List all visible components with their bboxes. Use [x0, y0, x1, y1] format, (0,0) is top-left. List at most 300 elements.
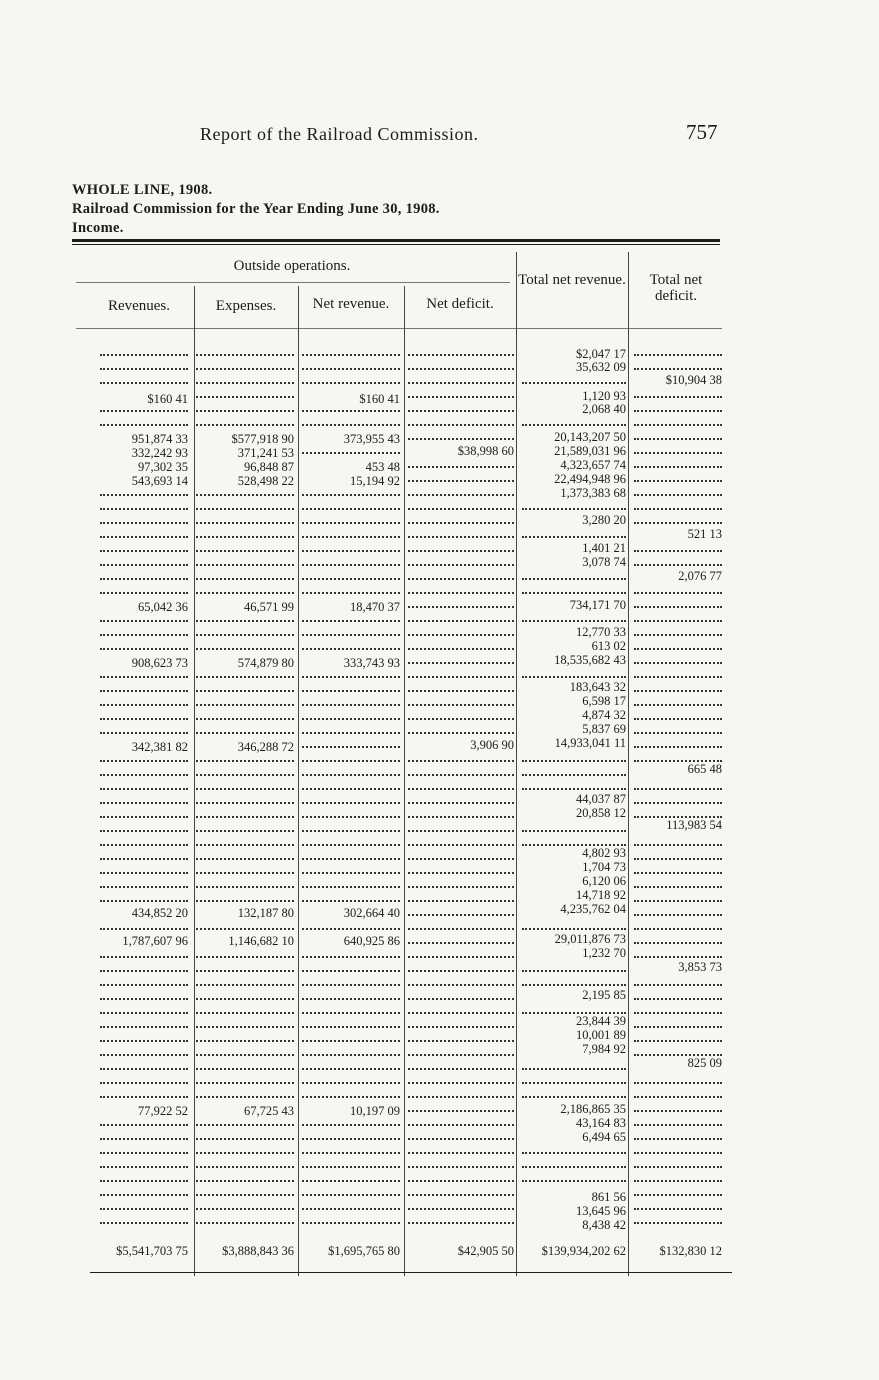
dotted-leader	[302, 1124, 400, 1126]
dotted-leader	[522, 536, 626, 538]
cell-total-net-revenue: 2,068 40	[582, 402, 626, 416]
dotted-leader	[196, 970, 294, 972]
cell-total-net-revenue: 183,643 32	[569, 680, 626, 694]
dotted-leader	[196, 1222, 294, 1224]
dotted-leader	[100, 970, 188, 972]
dotted-leader	[302, 886, 400, 888]
total-revenues: $5,541,703 75	[116, 1244, 188, 1258]
dotted-leader	[196, 788, 294, 790]
dotted-leader	[100, 592, 188, 594]
dotted-leader	[634, 1194, 722, 1196]
dotted-leader	[100, 998, 188, 1000]
cell-expenses: 574,879 80	[237, 656, 294, 670]
dotted-leader	[522, 1096, 626, 1098]
dotted-leader	[100, 984, 188, 986]
dotted-leader	[196, 550, 294, 552]
cell-total-net-revenue: 7,984 92	[582, 1042, 626, 1056]
dotted-leader	[196, 858, 294, 860]
dotted-leader	[408, 536, 514, 538]
section-label: Income.	[72, 220, 124, 236]
dotted-leader	[196, 536, 294, 538]
cell-total-net-revenue: 5,837 69	[582, 722, 626, 736]
dotted-leader	[408, 900, 514, 902]
cell-total-net-revenue: 6,598 17	[582, 694, 626, 708]
dotted-leader	[408, 732, 514, 734]
dotted-leader	[634, 466, 722, 468]
dotted-leader	[408, 578, 514, 580]
dotted-leader	[634, 998, 722, 1000]
dotted-leader	[100, 634, 188, 636]
dotted-leader	[408, 718, 514, 720]
dotted-leader	[408, 1180, 514, 1182]
dotted-leader	[302, 1180, 400, 1182]
dotted-leader	[196, 382, 294, 384]
cell-total-net-deficit: 3,853 73	[678, 960, 722, 974]
column-header-net-revenue: Net revenue.	[312, 296, 390, 312]
dotted-leader	[100, 1166, 188, 1168]
dotted-leader	[408, 802, 514, 804]
dotted-leader	[196, 872, 294, 874]
dotted-leader	[302, 900, 400, 902]
column-divider	[628, 252, 629, 1276]
dotted-leader	[408, 354, 514, 356]
dotted-leader	[196, 886, 294, 888]
dotted-leader	[302, 1054, 400, 1056]
dotted-leader	[302, 522, 400, 524]
dotted-leader	[196, 844, 294, 846]
dotted-leader	[408, 1068, 514, 1070]
dotted-leader	[302, 998, 400, 1000]
dotted-leader	[196, 928, 294, 930]
dotted-leader	[196, 578, 294, 580]
column-divider	[516, 252, 517, 1276]
dotted-leader	[408, 914, 514, 916]
section-heading: WHOLE LINE, 1908.	[72, 182, 213, 198]
dotted-leader	[634, 438, 722, 440]
dotted-leader	[634, 928, 722, 930]
dotted-leader	[522, 508, 626, 510]
dotted-leader	[302, 1012, 400, 1014]
dotted-leader	[408, 648, 514, 650]
dotted-leader	[408, 760, 514, 762]
dotted-leader	[100, 830, 188, 832]
dotted-leader	[100, 648, 188, 650]
cell-total-net-revenue: 2,186,865 35	[560, 1102, 626, 1116]
dotted-leader	[522, 788, 626, 790]
cell-total-net-revenue: 1,120 93	[582, 389, 626, 403]
dotted-leader	[634, 844, 722, 846]
dotted-leader	[100, 900, 188, 902]
dotted-leader	[196, 396, 294, 398]
cell-total-net-deficit: 521 13	[687, 527, 722, 541]
cell-total-net-revenue: 734,171 70	[569, 598, 626, 612]
dotted-leader	[408, 1110, 514, 1112]
dotted-leader	[408, 774, 514, 776]
dotted-leader	[634, 648, 722, 650]
dotted-leader	[302, 956, 400, 958]
dotted-leader	[408, 396, 514, 398]
cell-revenues: 332,242 93	[131, 446, 188, 460]
dotted-leader	[408, 424, 514, 426]
dotted-leader	[100, 578, 188, 580]
column-divider	[404, 286, 405, 1276]
dotted-leader	[196, 1012, 294, 1014]
column-divider	[194, 286, 195, 1276]
dotted-leader	[634, 424, 722, 426]
cell-revenues: 951,874 33	[131, 432, 188, 446]
dotted-leader	[634, 662, 722, 664]
dotted-leader	[634, 522, 722, 524]
dotted-leader	[196, 984, 294, 986]
cell-total-net-revenue: 3,078 74	[582, 555, 626, 569]
dotted-leader	[634, 1040, 722, 1042]
dotted-leader	[302, 676, 400, 678]
total-total-net-revenue: $139,934,202 62	[541, 1244, 626, 1258]
dotted-leader	[522, 774, 626, 776]
dotted-leader	[634, 1110, 722, 1112]
dotted-leader	[302, 816, 400, 818]
dotted-leader	[100, 956, 188, 958]
dotted-leader	[408, 1222, 514, 1224]
dotted-leader	[302, 1152, 400, 1154]
dotted-leader	[196, 1194, 294, 1196]
cell-revenues: $160 41	[147, 392, 188, 406]
dotted-leader	[408, 690, 514, 692]
dotted-leader	[522, 1068, 626, 1070]
dotted-leader	[302, 1026, 400, 1028]
dotted-leader	[634, 886, 722, 888]
cell-total-net-revenue: 4,323,657 74	[560, 458, 626, 472]
cell-expenses: $577,918 90	[231, 432, 294, 446]
dotted-leader	[408, 592, 514, 594]
dotted-leader	[634, 452, 722, 454]
dotted-leader	[302, 382, 400, 384]
cell-revenues: 1,787,607 96	[122, 934, 188, 948]
cell-total-net-revenue: 2,195 85	[582, 988, 626, 1002]
dotted-leader	[408, 970, 514, 972]
dotted-leader	[522, 592, 626, 594]
dotted-leader	[100, 410, 188, 412]
dotted-leader	[634, 788, 722, 790]
dotted-leader	[408, 872, 514, 874]
dotted-leader	[196, 690, 294, 692]
dotted-leader	[634, 802, 722, 804]
dotted-leader	[408, 858, 514, 860]
dotted-leader	[408, 1138, 514, 1140]
dotted-leader	[634, 956, 722, 958]
dotted-leader	[196, 1068, 294, 1070]
cell-expenses: 528,498 22	[237, 474, 294, 488]
cell-expenses: 1,146,682 10	[228, 934, 294, 948]
dotted-leader	[408, 382, 514, 384]
dotted-leader	[196, 508, 294, 510]
dotted-leader	[302, 508, 400, 510]
cell-expenses: 346,288 72	[237, 740, 294, 754]
dotted-leader	[408, 662, 514, 664]
cell-net-deficit: $38,998 60	[457, 444, 514, 458]
dotted-leader	[302, 830, 400, 832]
group-heading-outside-operations: Outside operations.	[233, 258, 351, 274]
dotted-leader	[408, 494, 514, 496]
dotted-leader	[302, 984, 400, 986]
dotted-leader	[302, 578, 400, 580]
dotted-leader	[634, 396, 722, 398]
cell-total-net-deficit: 665 48	[687, 762, 722, 776]
dotted-leader	[408, 368, 514, 370]
dotted-leader	[522, 984, 626, 986]
cell-expenses: 132,187 80	[237, 906, 294, 920]
column-header-revenues: Revenues.	[107, 298, 171, 314]
dotted-leader	[302, 1082, 400, 1084]
dotted-leader	[100, 718, 188, 720]
dotted-leader	[634, 1166, 722, 1168]
dotted-leader	[302, 424, 400, 426]
dotted-leader	[634, 508, 722, 510]
dotted-leader	[302, 1166, 400, 1168]
dotted-leader	[100, 1222, 188, 1224]
cell-expenses: 371,241 53	[237, 446, 294, 460]
cell-expenses: 67,725 43	[244, 1104, 294, 1118]
dotted-leader	[100, 872, 188, 874]
cell-total-net-revenue: 1,704 73	[582, 860, 626, 874]
cell-net-deficit: 3,906 90	[470, 738, 514, 752]
dotted-leader	[302, 1222, 400, 1224]
dotted-leader	[100, 1012, 188, 1014]
dotted-leader	[100, 774, 188, 776]
page-title: Report of the Railroad Commission.	[200, 124, 479, 144]
dotted-leader	[634, 480, 722, 482]
dotted-leader	[634, 1012, 722, 1014]
dotted-leader	[196, 956, 294, 958]
dotted-leader	[408, 1026, 514, 1028]
dotted-leader	[196, 732, 294, 734]
dotted-leader	[196, 774, 294, 776]
dotted-leader	[634, 550, 722, 552]
dotted-leader	[100, 886, 188, 888]
dotted-leader	[408, 1012, 514, 1014]
cell-total-net-revenue: 20,858 12	[576, 806, 626, 820]
dotted-leader	[408, 564, 514, 566]
dotted-leader	[634, 872, 722, 874]
dotted-leader	[100, 1180, 188, 1182]
dotted-leader	[302, 718, 400, 720]
dotted-leader	[196, 494, 294, 496]
dotted-leader	[100, 522, 188, 524]
dotted-leader	[522, 928, 626, 930]
cell-net-revenue: 640,925 86	[343, 934, 400, 948]
dotted-leader	[100, 382, 188, 384]
dotted-leader	[408, 466, 514, 468]
dotted-leader	[302, 844, 400, 846]
dotted-leader	[408, 550, 514, 552]
cell-net-revenue: 10,197 09	[350, 1104, 400, 1118]
dotted-leader	[302, 802, 400, 804]
dotted-leader	[302, 1096, 400, 1098]
dotted-leader	[100, 690, 188, 692]
dotted-leader	[634, 620, 722, 622]
dotted-leader	[302, 690, 400, 692]
dotted-leader	[634, 354, 722, 356]
dotted-leader	[408, 998, 514, 1000]
dotted-leader	[408, 410, 514, 412]
cell-net-revenue: $160 41	[359, 392, 400, 406]
cell-revenues: 97,302 35	[138, 460, 188, 474]
dotted-leader	[408, 942, 514, 944]
dotted-leader	[196, 648, 294, 650]
dotted-leader	[100, 1138, 188, 1140]
cell-total-net-revenue: 4,235,762 04	[560, 902, 626, 916]
dotted-leader	[302, 704, 400, 706]
cell-revenues: 908,623 73	[131, 656, 188, 670]
dotted-leader	[634, 914, 722, 916]
dotted-leader	[302, 648, 400, 650]
dotted-leader	[196, 592, 294, 594]
dotted-leader	[196, 830, 294, 832]
cell-revenues: 342,381 82	[131, 740, 188, 754]
cell-total-net-revenue: 20,143,207 50	[554, 430, 626, 444]
dotted-leader	[634, 494, 722, 496]
dotted-leader	[302, 872, 400, 874]
dotted-leader	[100, 788, 188, 790]
dotted-leader	[302, 746, 400, 748]
dotted-leader	[634, 606, 722, 608]
dotted-leader	[302, 1194, 400, 1196]
dotted-leader	[196, 1054, 294, 1056]
dotted-leader	[100, 732, 188, 734]
dotted-leader	[522, 424, 626, 426]
dotted-leader	[634, 1124, 722, 1126]
dotted-leader	[408, 1082, 514, 1084]
cell-total-net-revenue: 23,844 39	[576, 1014, 626, 1028]
dotted-leader	[196, 354, 294, 356]
dotted-leader	[408, 438, 514, 440]
dotted-leader	[408, 480, 514, 482]
cell-total-net-revenue: 14,718 92	[576, 888, 626, 902]
dotted-leader	[634, 746, 722, 748]
cell-total-net-revenue: 35,632 09	[576, 360, 626, 374]
dotted-leader	[408, 1040, 514, 1042]
dotted-leader	[100, 1040, 188, 1042]
dotted-leader	[408, 956, 514, 958]
cell-total-net-revenue: 10,001 89	[576, 1028, 626, 1042]
dotted-leader	[302, 788, 400, 790]
total-expenses: $3,888,843 36	[222, 1244, 294, 1258]
dotted-leader	[196, 676, 294, 678]
dotted-leader	[196, 1082, 294, 1084]
dotted-leader	[408, 1124, 514, 1126]
dotted-leader	[302, 732, 400, 734]
dotted-leader	[196, 368, 294, 370]
dotted-leader	[100, 508, 188, 510]
dotted-leader	[408, 522, 514, 524]
dotted-leader	[100, 368, 188, 370]
dotted-leader	[196, 1026, 294, 1028]
dotted-leader	[100, 1152, 188, 1154]
dotted-leader	[522, 1180, 626, 1182]
column-header-total-net-deficit: Total net deficit.	[649, 272, 703, 304]
cell-revenues: 434,852 20	[131, 906, 188, 920]
dotted-leader	[302, 354, 400, 356]
dotted-leader	[408, 1208, 514, 1210]
dotted-leader	[408, 1096, 514, 1098]
dotted-leader	[634, 718, 722, 720]
dotted-leader	[634, 634, 722, 636]
dotted-leader	[634, 984, 722, 986]
cell-total-net-revenue: 18,535,682 43	[554, 653, 626, 667]
cell-total-net-revenue: 861 56	[591, 1190, 626, 1204]
dotted-leader	[408, 830, 514, 832]
dotted-leader	[634, 900, 722, 902]
dotted-leader	[634, 1096, 722, 1098]
cell-net-revenue: 333,743 93	[343, 656, 400, 670]
dotted-leader	[408, 704, 514, 706]
dotted-leader	[100, 802, 188, 804]
dotted-leader	[100, 1124, 188, 1126]
cell-total-net-revenue: 8,438 42	[582, 1218, 626, 1232]
page-number: 757	[686, 120, 718, 144]
dotted-leader	[408, 1054, 514, 1056]
dotted-leader	[196, 620, 294, 622]
dotted-leader	[196, 1096, 294, 1098]
cell-total-net-revenue: 22,494,948 96	[554, 472, 626, 486]
dotted-leader	[302, 1068, 400, 1070]
cell-total-net-revenue: 13,645 96	[576, 1204, 626, 1218]
dotted-leader	[100, 1054, 188, 1056]
dotted-leader	[100, 1194, 188, 1196]
dotted-leader	[634, 858, 722, 860]
bottom-rule	[90, 1272, 732, 1273]
total-total-net-deficit: $132,830 12	[659, 1244, 722, 1258]
cell-total-net-revenue: 44,037 87	[576, 792, 626, 806]
dotted-leader	[196, 564, 294, 566]
dotted-leader	[302, 774, 400, 776]
cell-net-revenue: 373,955 43	[343, 432, 400, 446]
dotted-leader	[634, 410, 722, 412]
dotted-leader	[522, 382, 626, 384]
dotted-leader	[634, 704, 722, 706]
cell-total-net-revenue: 1,373,383 68	[560, 486, 626, 500]
dotted-leader	[634, 1082, 722, 1084]
dotted-leader	[100, 1082, 188, 1084]
dotted-leader	[100, 928, 188, 930]
dotted-leader	[302, 550, 400, 552]
cell-total-net-revenue: 4,802 93	[582, 846, 626, 860]
dotted-leader	[634, 1180, 722, 1182]
dotted-leader	[302, 858, 400, 860]
dotted-leader	[634, 368, 722, 370]
dotted-leader	[100, 620, 188, 622]
dotted-leader	[522, 620, 626, 622]
dotted-leader	[302, 410, 400, 412]
dotted-leader	[302, 634, 400, 636]
group-heading-rule	[76, 282, 510, 283]
dotted-leader	[196, 998, 294, 1000]
dotted-leader	[196, 1152, 294, 1154]
dotted-leader	[100, 1096, 188, 1098]
dotted-leader	[302, 1208, 400, 1210]
dotted-leader	[408, 816, 514, 818]
dotted-leader	[196, 718, 294, 720]
dotted-leader	[634, 1138, 722, 1140]
dotted-leader	[196, 816, 294, 818]
cell-net-revenue: 453 48	[365, 460, 400, 474]
column-header-total-net-revenue: Total net revenue.	[518, 272, 626, 288]
dotted-leader	[408, 1166, 514, 1168]
cell-total-net-revenue: 3,280 20	[582, 513, 626, 527]
dotted-leader	[196, 1040, 294, 1042]
column-header-expenses: Expenses.	[215, 298, 277, 314]
dotted-leader	[408, 788, 514, 790]
